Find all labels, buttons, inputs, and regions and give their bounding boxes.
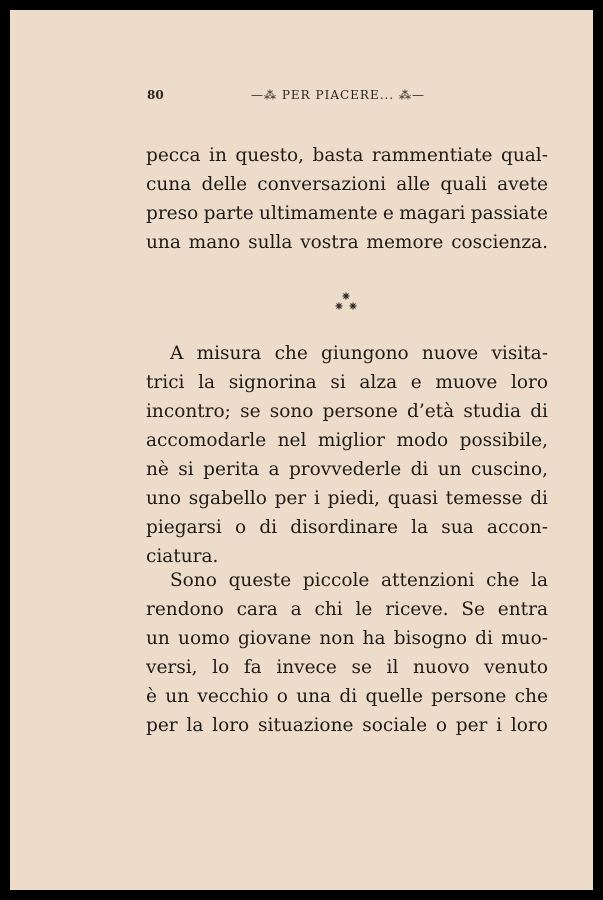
word: questo, [235, 145, 305, 166]
word: delle [201, 174, 248, 195]
word: nè [146, 459, 169, 480]
word: entra [497, 599, 548, 620]
word: A [170, 343, 184, 364]
word: piccole [302, 570, 370, 591]
text-line [146, 595, 548, 624]
word: nel [277, 430, 307, 451]
text-line [146, 484, 548, 513]
word: misura [196, 343, 262, 364]
word: Sono [170, 570, 217, 591]
word: ciatura. [146, 546, 219, 567]
word: quasi [387, 488, 438, 509]
word: sgabello [188, 488, 267, 509]
text-line [146, 141, 548, 170]
text-line [146, 455, 548, 484]
word: di [475, 628, 493, 649]
word: disordinare [290, 517, 398, 538]
word: sulla [248, 232, 293, 253]
word: bisogno [393, 628, 467, 649]
word: un [437, 459, 462, 480]
word: che [514, 686, 548, 707]
text-line [146, 682, 548, 711]
word: temesse [445, 488, 523, 509]
word: si [330, 372, 346, 393]
word: la [186, 715, 204, 736]
word: in [209, 145, 227, 166]
word: sua [441, 517, 474, 538]
word: fa [243, 657, 262, 678]
running-head [10, 88, 593, 108]
word: la [531, 570, 548, 591]
word: e [382, 203, 394, 224]
word: per [455, 715, 488, 736]
asterism-ornament-icon [331, 291, 361, 315]
text-line [146, 711, 548, 740]
word: avete [497, 174, 548, 195]
word: di [530, 488, 548, 509]
word: di [339, 686, 358, 707]
word: che [274, 343, 308, 364]
word: per [146, 715, 178, 736]
word: i [313, 488, 320, 509]
word: o [276, 686, 288, 707]
word: piegarsi [146, 517, 222, 538]
word: la [411, 517, 429, 538]
word: loro [510, 715, 548, 736]
word: si [178, 459, 194, 480]
word: cuscino, [470, 459, 548, 480]
word: signorina [228, 372, 317, 393]
word: per [274, 488, 307, 509]
paragraph-3 [146, 566, 548, 740]
page-number: 80 [147, 88, 164, 102]
word: è [146, 686, 157, 707]
word: ultimamente [259, 203, 378, 224]
word: trici [146, 372, 185, 393]
paragraph-1 [146, 141, 548, 257]
word: coscienza. [451, 232, 548, 253]
word: perita [203, 459, 260, 480]
word: sociale [362, 715, 428, 736]
word: a [268, 459, 280, 480]
word: qual- [500, 145, 548, 166]
word: o [235, 517, 247, 538]
word: loro [212, 715, 250, 736]
word: invece [276, 657, 337, 678]
word: d’età [407, 401, 455, 422]
text-line [146, 397, 548, 426]
word: quelle [365, 686, 423, 707]
word: incontro; [146, 401, 231, 422]
word: possibile, [459, 430, 548, 451]
word: uno [146, 488, 181, 509]
word: accomodarle [146, 430, 267, 451]
paragraph-2 [146, 339, 548, 571]
word: uomo [178, 628, 230, 649]
text-line [146, 339, 548, 368]
word: rendono [146, 599, 224, 620]
word: persone [322, 401, 398, 422]
word: chi [314, 599, 343, 620]
word: se [351, 657, 372, 678]
word: magari [399, 203, 466, 224]
word: persone [431, 686, 507, 707]
word: giungono [321, 343, 409, 364]
word: alle [396, 174, 431, 195]
word: alza [359, 372, 398, 393]
word: sono [269, 401, 314, 422]
word: quali [440, 174, 487, 195]
word: conversazioni [257, 174, 387, 195]
word: a [290, 599, 302, 620]
word: cuna [146, 174, 192, 195]
word: nuovo [413, 657, 470, 678]
word: vostra [300, 232, 359, 253]
word: o [435, 715, 447, 736]
word: non [319, 628, 355, 649]
word: parte [203, 203, 254, 224]
text-line [146, 566, 548, 595]
running-title: —⁂ PER PIACERE... ⁂— [251, 88, 425, 102]
text-line [146, 653, 548, 682]
word: muove [435, 372, 498, 393]
word: loro [510, 372, 548, 393]
word: le [355, 599, 373, 620]
word: venuto [484, 657, 548, 678]
word: attenzioni [381, 570, 475, 591]
word: Se [461, 599, 485, 620]
word: una [296, 686, 332, 707]
word: un [146, 628, 170, 649]
word: nuove [421, 343, 479, 364]
book-page [10, 10, 593, 890]
word: di [259, 517, 278, 538]
word: modo [396, 430, 449, 451]
word: la [198, 372, 216, 393]
text-line [146, 199, 548, 228]
word: giovane [237, 628, 312, 649]
word: cara [236, 599, 278, 620]
word: un [165, 686, 190, 707]
word: visita- [491, 343, 548, 364]
text-line [146, 368, 548, 397]
word: di [530, 401, 548, 422]
word: provvederle [288, 459, 402, 480]
word: passiate [470, 203, 548, 224]
word: miglior [317, 430, 385, 451]
text-line [146, 624, 548, 653]
word: se [240, 401, 261, 422]
text-line [146, 228, 548, 257]
text-line [146, 426, 548, 455]
word: di [410, 459, 429, 480]
word: e [410, 372, 422, 393]
word: rammentiate [371, 145, 493, 166]
word: studia [463, 401, 521, 422]
word: accon- [486, 517, 548, 538]
word: mano [188, 232, 241, 253]
word: una [146, 232, 181, 253]
text-line [146, 513, 548, 542]
word: piedi, [327, 488, 380, 509]
word: il [386, 657, 399, 678]
word: preso [146, 203, 199, 224]
word: queste [228, 570, 292, 591]
text-line [146, 170, 548, 199]
word: situazione [257, 715, 354, 736]
word: lo [212, 657, 230, 678]
word: che [486, 570, 520, 591]
word: memore [366, 232, 444, 253]
word: pecca [146, 145, 201, 166]
word: ha [362, 628, 386, 649]
word: vecchio [197, 686, 269, 707]
word: muo- [501, 628, 548, 649]
word: riceve. [385, 599, 449, 620]
word: i [496, 715, 503, 736]
word: versi, [146, 657, 198, 678]
word: basta [312, 145, 364, 166]
